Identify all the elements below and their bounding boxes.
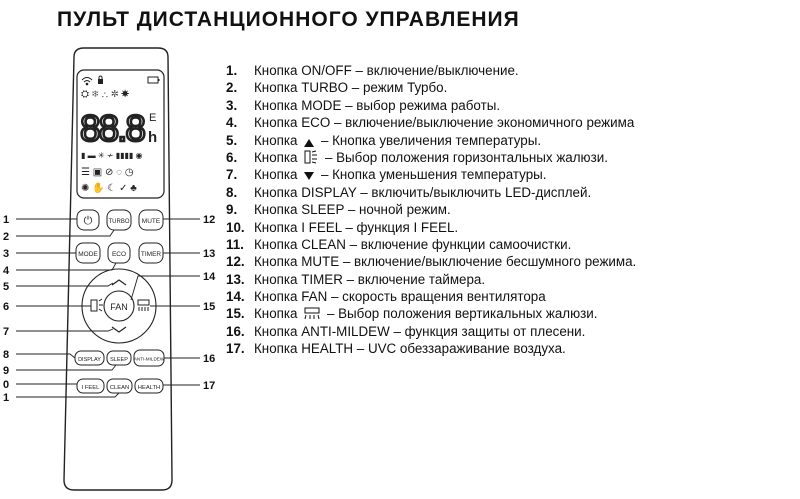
svg-text:TIMER: TIMER	[140, 251, 162, 258]
list-item	[226, 97, 636, 114]
power-button[interactable]	[77, 210, 99, 230]
callout-6: 6	[3, 301, 10, 313]
svg-text:ECO: ECO	[111, 251, 127, 258]
list-item	[226, 149, 636, 166]
mode-button[interactable]	[76, 243, 100, 263]
remote-diagram	[0, 0, 226, 499]
callout-4: 4	[3, 265, 10, 277]
list-item-text: Кнопка SLEEP – ночной режим.	[254, 202, 451, 218]
list-item	[226, 340, 636, 357]
horizontal-louver-icon	[304, 150, 318, 167]
list-item	[226, 62, 636, 79]
status-icons-row3: ✺ ✋ ☾ ✓ ♣	[81, 183, 137, 194]
health-button[interactable]	[135, 379, 163, 393]
list-item-number: 10.	[226, 219, 245, 235]
svg-text:MUTE: MUTE	[141, 218, 161, 225]
svg-text:ANTI-MILDEW: ANTI-MILDEW	[133, 356, 165, 362]
list-item-text: Кнопка ECO – включение/выключение экономичного режима	[254, 115, 635, 131]
list-item-number: 6.	[226, 149, 238, 165]
list-item-text: Кнопка FAN – скорость вращения вентилятора	[254, 289, 546, 305]
lcd-digits: 88.8	[80, 108, 145, 149]
anti-mildew-button[interactable]	[134, 350, 165, 366]
callout-15: 15	[203, 301, 216, 313]
callout-5: 5	[3, 281, 10, 293]
list-item-number: 1.	[226, 63, 238, 78]
list-item	[226, 323, 636, 340]
down-triangle-icon	[304, 167, 314, 184]
list-item-text-suffix: – Кнопка уменьшения температуры.	[317, 167, 547, 183]
list-item-text: Кнопка TIMER – включение таймера.	[254, 271, 486, 287]
callout-8: 8	[3, 349, 10, 361]
list-item-text: Кнопка I FEEL – функция I FEEL.	[254, 219, 459, 235]
turbo-button[interactable]	[107, 210, 131, 230]
svg-text:⏻: ⏻	[83, 215, 93, 227]
list-item	[226, 114, 636, 131]
fan-button[interactable]	[104, 291, 134, 321]
list-item-text: Кнопка TURBO – режим Турбо.	[254, 80, 448, 96]
list-item-number: 11.	[226, 236, 244, 252]
callout-16: 16	[203, 353, 216, 365]
eco-button[interactable]	[108, 243, 130, 263]
list-item-text: Кнопка ANTI-MILDEW – функция защиты от плесени.	[254, 323, 586, 339]
callout-14: 14	[203, 271, 216, 283]
svg-text:CLEAN: CLEAN	[109, 385, 130, 391]
list-item	[226, 201, 636, 218]
list-item-text: Кнопка DISPLAY – включить/выключить LED-дисплей.	[254, 184, 592, 200]
list-item-text: Кнопка	[254, 167, 302, 183]
status-icons-row2: ☰ ▣ ⊘ ◌ ◷	[81, 167, 134, 178]
display-button[interactable]	[75, 351, 104, 365]
list-item-text: Кнопка ON/OFF – включение/выключение.	[254, 63, 519, 78]
mute-button[interactable]	[139, 210, 163, 230]
list-item-number: 14.	[226, 289, 245, 305]
list-item	[226, 184, 636, 201]
list-item-number: 17.	[226, 341, 245, 357]
svg-text:HEALTH: HEALTH	[137, 385, 161, 391]
list-item-number: 7.	[226, 167, 238, 183]
timer-button[interactable]	[139, 243, 163, 263]
callout-3: 3	[3, 248, 10, 260]
list-item	[226, 253, 636, 270]
list-item-text-suffix: – Выбор положения вертикальных жалюзи.	[323, 306, 598, 322]
list-item-number: 13.	[226, 271, 245, 287]
list-item-number: 16.	[226, 323, 245, 339]
callout-2: 2	[3, 231, 10, 243]
callout-1: 1	[3, 214, 10, 226]
callout-12: 12	[203, 214, 216, 226]
list-item-number: 3.	[226, 97, 238, 113]
list-item	[226, 236, 636, 253]
list-item-text: Кнопка	[254, 132, 302, 148]
list-item	[226, 271, 636, 288]
svg-text:SLEEP: SLEEP	[110, 357, 128, 363]
list-item-number: 2.	[226, 80, 238, 96]
list-item-text: Кнопка	[254, 149, 302, 165]
list-item-text: Кнопка CLEAN – включение функции самоочистки.	[254, 236, 572, 252]
list-item-text-suffix: – Выбор положения горизонтальных жалюзи.	[321, 149, 608, 165]
lcd-unit-top: E	[149, 112, 157, 124]
lcd-unit-bottom: h	[148, 129, 158, 146]
list-item-text: Кнопка HEALTH – UVC обеззараживание воздуха.	[254, 341, 566, 357]
list-item-number: 12.	[226, 254, 245, 270]
svg-text:FAN: FAN	[110, 302, 128, 312]
callout-13: 13	[203, 248, 216, 260]
list-item-number: 15.	[226, 306, 245, 322]
vertical-louver-icon	[304, 306, 320, 323]
callout-7: 7	[3, 326, 10, 338]
callout-11: 1	[3, 392, 10, 404]
up-triangle-icon	[304, 133, 314, 150]
clean-button[interactable]	[107, 379, 132, 393]
list-item-number: 4.	[226, 115, 238, 131]
list-item	[226, 79, 636, 96]
list-item-number: 5.	[226, 132, 238, 148]
svg-text:TURBO: TURBO	[108, 219, 130, 225]
list-item	[226, 288, 636, 305]
mode-icons: ⛭ ❄ ∴ ✼ ☀	[81, 89, 130, 100]
list-item-number: 8.	[226, 184, 238, 200]
button-description-list	[226, 62, 636, 358]
sleep-button[interactable]	[107, 351, 131, 365]
list-item-text: Кнопка	[254, 306, 302, 322]
list-item-text: Кнопка MODE – выбор режима работы.	[254, 97, 501, 113]
svg-text:I FEEL: I FEEL	[81, 385, 100, 391]
page-title: ПУЛЬТ ДИСТАНЦИОННОГО УПРАВЛЕНИЯ	[57, 8, 520, 31]
list-item	[226, 305, 636, 322]
status-icons-row1: ▮ ▬ ✳ ≁ ▮▮▮▮ ◉	[81, 151, 143, 160]
callout-10: 0	[3, 379, 10, 391]
list-item-text-suffix: – Кнопка увеличения температуры.	[317, 132, 542, 148]
list-item	[226, 132, 636, 149]
svg-text:MODE: MODE	[78, 251, 98, 258]
callout-17: 17	[203, 380, 216, 392]
list-item-number: 9.	[226, 202, 238, 218]
ifeel-button[interactable]	[77, 379, 104, 393]
callout-9: 9	[3, 365, 10, 377]
list-item-text: Кнопка MUTE – включение/выключение бесшумного режима.	[254, 254, 637, 270]
list-item	[226, 166, 636, 183]
list-item	[226, 219, 636, 236]
svg-text:DISPLAY: DISPLAY	[78, 357, 101, 363]
